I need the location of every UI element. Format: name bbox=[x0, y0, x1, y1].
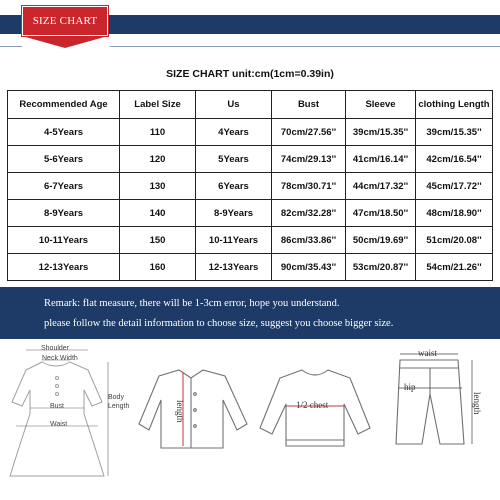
table-cell: 90cm/35.43'' bbox=[272, 254, 346, 281]
table-cell: 48cm/18.90'' bbox=[416, 200, 493, 227]
table-cell: 4-5Years bbox=[8, 119, 120, 146]
table-column-header: Recommended Age bbox=[8, 91, 120, 119]
pants-waist-label: waist bbox=[418, 348, 437, 358]
table-cell: 47cm/18.50'' bbox=[346, 200, 416, 227]
size-chart-badge bbox=[22, 6, 108, 36]
table-cell: 78cm/30.71'' bbox=[272, 173, 346, 200]
table-cell: 130 bbox=[120, 173, 196, 200]
dress-neck-label: Neck Width bbox=[42, 355, 78, 362]
table-cell: 10-11Years bbox=[196, 227, 272, 254]
shirt-outline-icon bbox=[135, 344, 253, 454]
table-cell: 12-13Years bbox=[196, 254, 272, 281]
table-cell: 12-13Years bbox=[8, 254, 120, 281]
sweater-chest-label: 1/2 chest bbox=[296, 400, 329, 410]
dress-length-label: Length bbox=[108, 403, 130, 410]
table-cell: 10-11Years bbox=[8, 227, 120, 254]
dress-bust-label: Bust bbox=[50, 403, 65, 410]
pants-hip-label: hip bbox=[404, 382, 416, 392]
table-cell: 8-9Years bbox=[196, 200, 272, 227]
table-cell: 70cm/27.56'' bbox=[272, 119, 346, 146]
table-cell: 6Years bbox=[196, 173, 272, 200]
table-cell: 41cm/16.14'' bbox=[346, 146, 416, 173]
remark-line-2: please follow the detail information to choose size, suggest you choose bigger size. bbox=[44, 318, 394, 329]
table-column-header: Sleeve bbox=[346, 91, 416, 119]
table-row bbox=[8, 227, 493, 254]
table-cell: 44cm/17.32'' bbox=[346, 173, 416, 200]
table-row bbox=[8, 173, 493, 200]
header-rule-right bbox=[110, 46, 500, 47]
table-cell: 39cm/15.35'' bbox=[346, 119, 416, 146]
table-row bbox=[8, 119, 493, 146]
table-column-header: clothing Length bbox=[416, 91, 493, 119]
table-cell: 42cm/16.54'' bbox=[416, 146, 493, 173]
size-chart-badge-label: SIZE CHART bbox=[32, 15, 98, 27]
table-column-header: Label Size bbox=[120, 91, 196, 119]
table-cell: 54cm/21.26'' bbox=[416, 254, 493, 281]
size-table bbox=[7, 90, 493, 281]
table-cell: 53cm/20.87'' bbox=[346, 254, 416, 281]
table-cell: 50cm/19.69'' bbox=[346, 227, 416, 254]
dress-shoulder-label: Shoulder bbox=[41, 345, 70, 352]
dress-outline-icon bbox=[4, 344, 132, 494]
pants-length-label: length bbox=[472, 392, 482, 415]
table-cell: 140 bbox=[120, 200, 196, 227]
pants-diagram bbox=[384, 344, 496, 494]
dress-waist-label: Waist bbox=[50, 421, 68, 428]
sweater-outline-icon bbox=[258, 344, 376, 454]
table-header-row bbox=[8, 91, 493, 119]
table-cell: 4Years bbox=[196, 119, 272, 146]
shirt-length-label: length bbox=[175, 400, 185, 423]
table-cell: 74cm/29.13'' bbox=[272, 146, 346, 173]
table-column-header: Us bbox=[196, 91, 272, 119]
table-row bbox=[8, 254, 493, 281]
dress-diagram bbox=[4, 344, 132, 494]
table-cell: 5-6Years bbox=[8, 146, 120, 173]
table-row bbox=[8, 200, 493, 227]
table-cell: 120 bbox=[120, 146, 196, 173]
sweater-diagram bbox=[258, 344, 376, 494]
table-cell: 45cm/17.72'' bbox=[416, 173, 493, 200]
header-rule-left bbox=[0, 46, 22, 47]
table-cell: 39cm/15.35'' bbox=[416, 119, 493, 146]
table-cell: 6-7Years bbox=[8, 173, 120, 200]
table-cell: 86cm/33.86'' bbox=[272, 227, 346, 254]
measurement-diagrams bbox=[0, 344, 500, 494]
table-cell: 160 bbox=[120, 254, 196, 281]
table-row bbox=[8, 146, 493, 173]
remark-line-1: Remark: flat measure, there will be 1-3cm error, hope you understand. bbox=[44, 298, 340, 309]
table-cell: 110 bbox=[120, 119, 196, 146]
table-cell: 51cm/20.08'' bbox=[416, 227, 493, 254]
remark-band bbox=[0, 287, 500, 339]
table-cell: 82cm/32.28'' bbox=[272, 200, 346, 227]
chart-title: SIZE CHART unit:cm(1cm=0.39in) bbox=[166, 68, 334, 80]
table-column-header: Bust bbox=[272, 91, 346, 119]
dress-body-label: Body bbox=[108, 394, 124, 401]
shirt-diagram bbox=[135, 344, 253, 494]
table-cell: 8-9Years bbox=[8, 200, 120, 227]
badge-ribbon-tail bbox=[22, 36, 108, 48]
table-cell: 150 bbox=[120, 227, 196, 254]
table-cell: 5Years bbox=[196, 146, 272, 173]
